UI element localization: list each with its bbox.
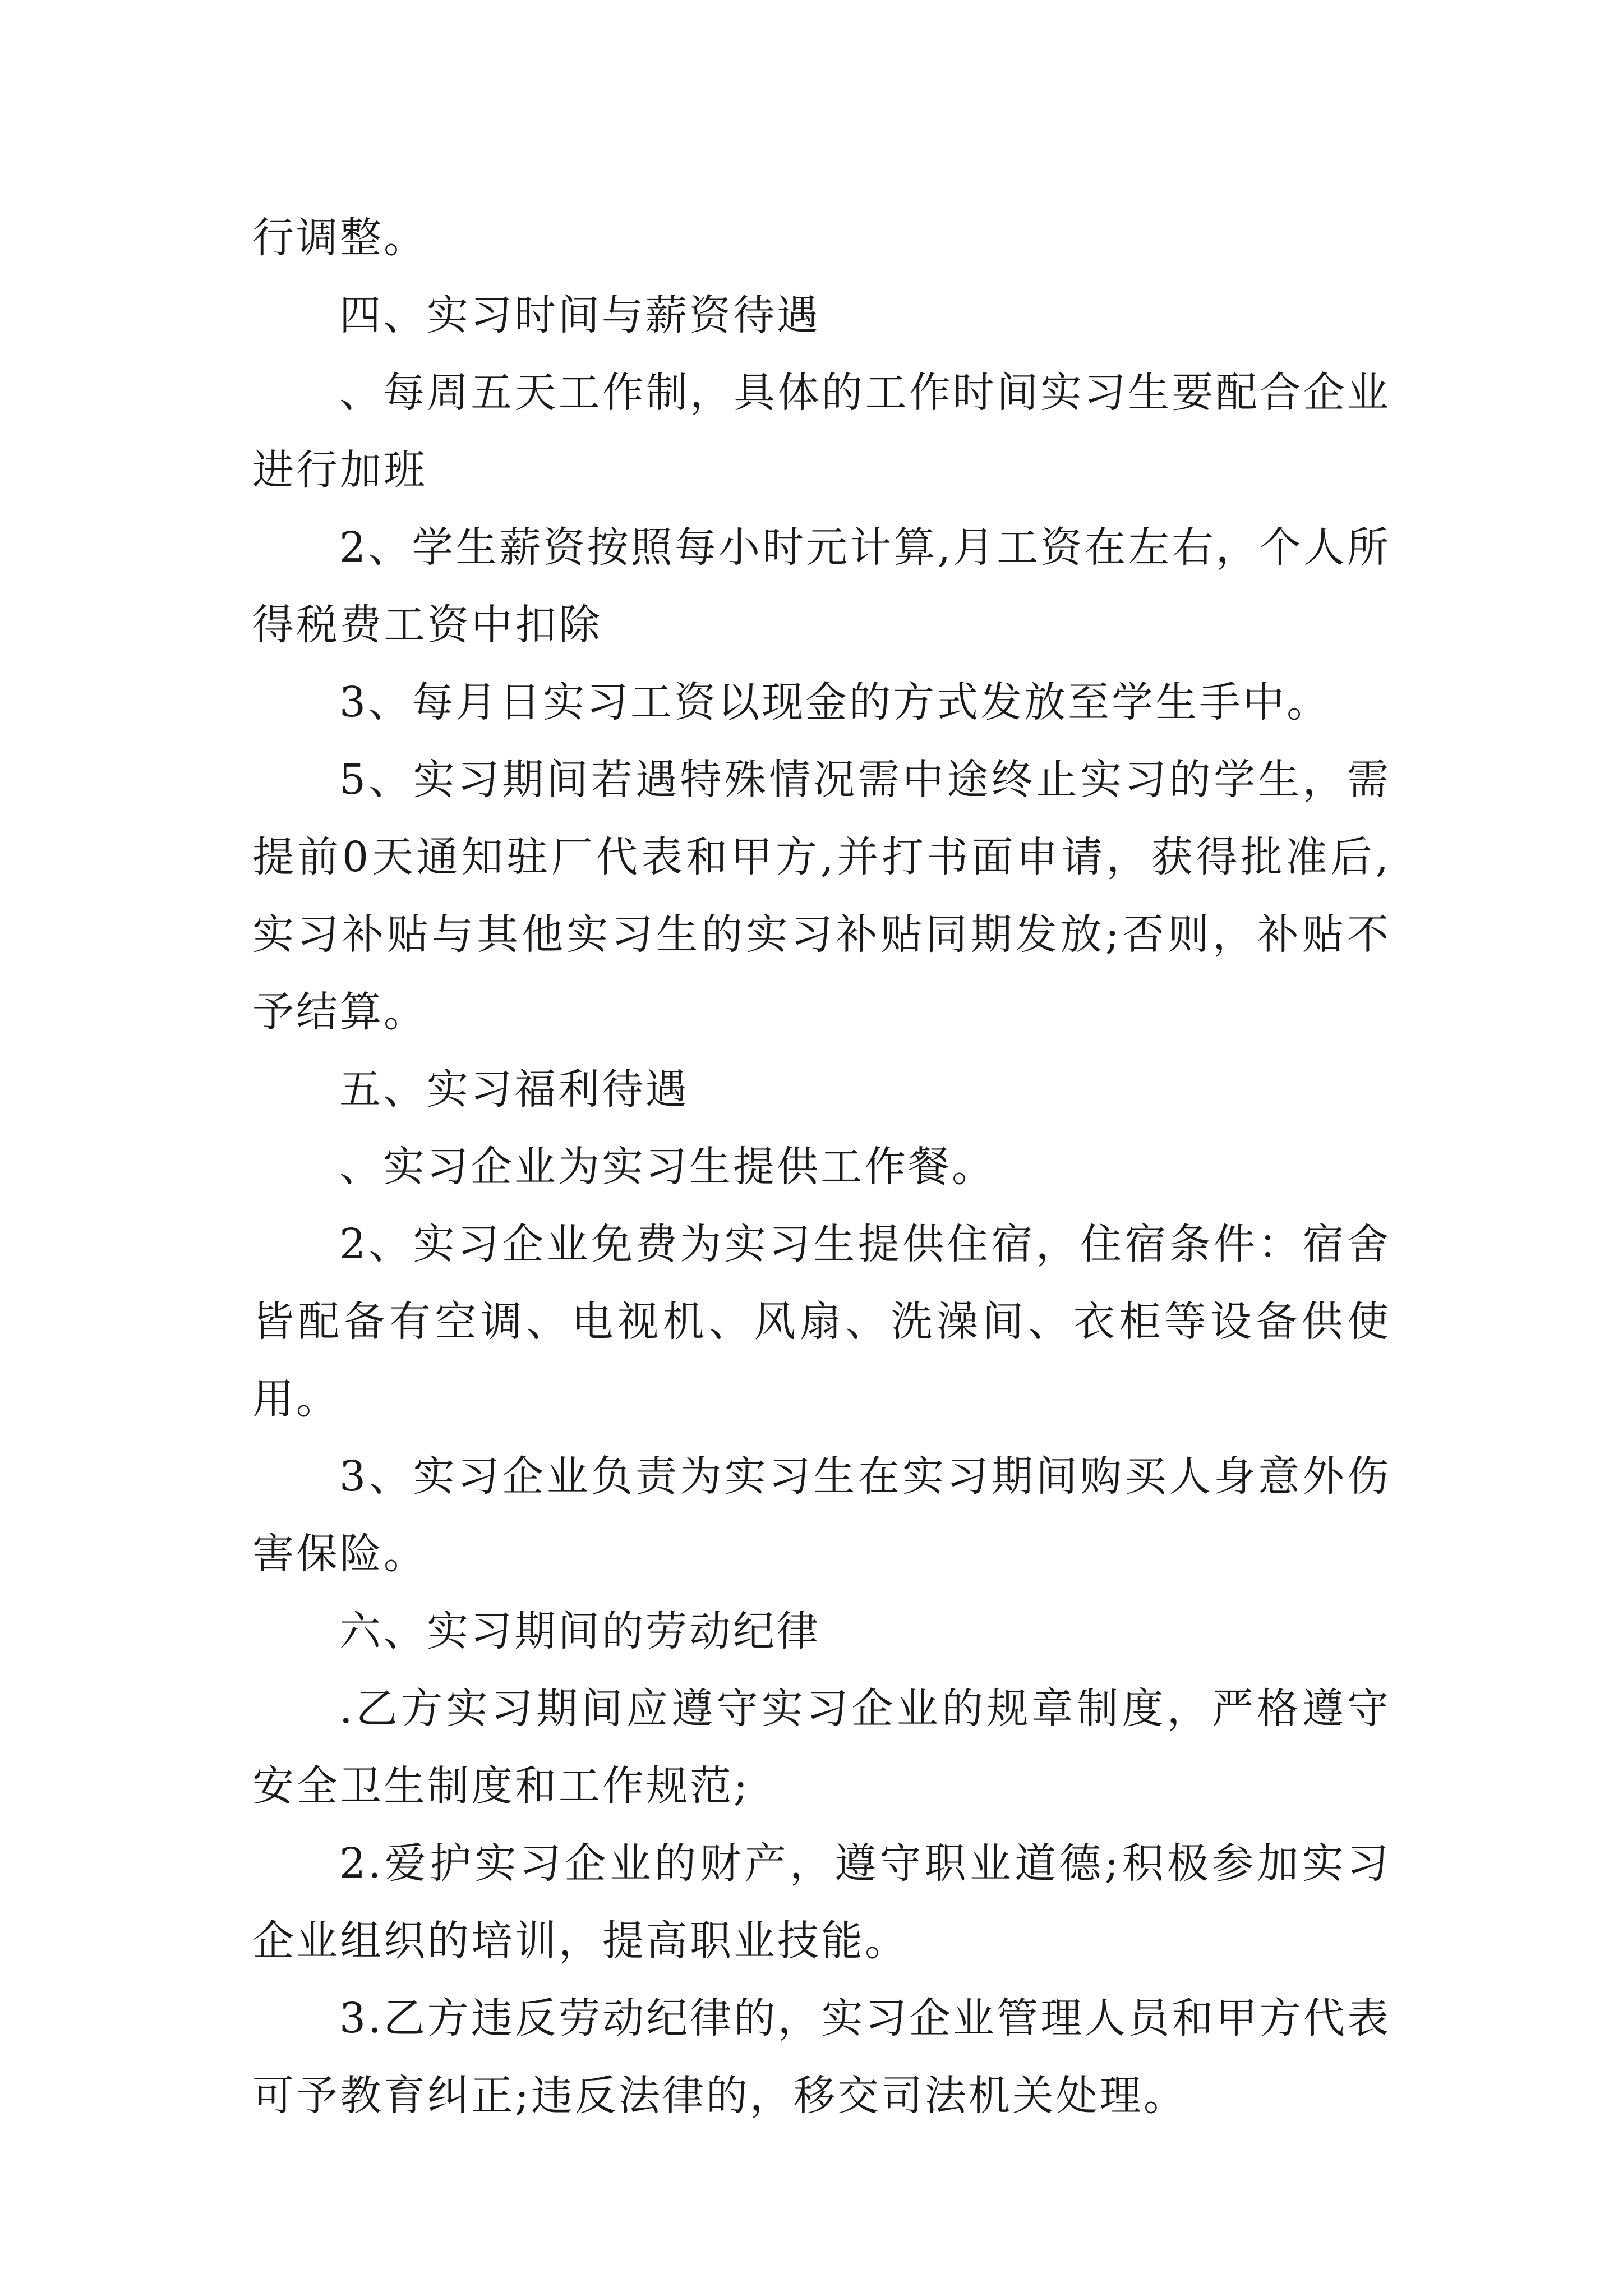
paragraph-termination: 5、实习期间若遇特殊情况需中途终止实习的学生，需提前0天通知驻厂代表和甲方,并打书面申请，获得批准后,实习补贴与其他实习生的实习补贴同期发放;否则，补贴不予结算。 [252, 756, 1391, 1036]
section-heading-5: 五、实习福利待遇 [339, 1065, 689, 1114]
paragraph-meals: 、实习企业为实习生提供工作餐。 [339, 1143, 995, 1191]
paragraph-property: 2.爱护实习企业的财产，遵守职业道德;积极参加实习企业组织的培训，提高职业技能。 [252, 1839, 1391, 1965]
paragraph-work-schedule: 、每周五天工作制，具体的工作时间实习生要配合企业进行加班 [252, 369, 1391, 494]
paragraph-insurance: 3、实习企业负责为实习生在实习期间购买人身意外伤害保险。 [252, 1452, 1391, 1578]
paragraph-pay-day: 3、每月日实习工资以现金的方式发放至学生手中。 [339, 678, 1331, 726]
section-heading-4: 四、实习时间与薪资待遇 [339, 291, 820, 339]
paragraph-violations: 3.乙方违反劳动纪律的，实习企业管理人员和甲方代表可予教育纠正;违反法律的，移交司法机关处理。 [252, 1994, 1391, 2120]
paragraph-rules: .乙方实习期间应遵守实习企业的规章制度，严格遵守安全卫生制度和工作规范; [252, 1685, 1391, 1810]
section-heading-6: 六、实习期间的劳动纪律 [339, 1607, 820, 1655]
paragraph-continuation: 行调整。 [252, 214, 427, 262]
paragraph-salary: 2、学生薪资按照每小时元计算,月工资在左右，个人所得税费工资中扣除 [252, 523, 1391, 649]
paragraph-accommodation: 2、实习企业免费为实习生提供住宿，住宿条件：宿舍皆配备有空调、电视机、风扇、洗澡间、衣柜等设备供使用。 [252, 1220, 1391, 1423]
document-body [252, 199, 1391, 2134]
